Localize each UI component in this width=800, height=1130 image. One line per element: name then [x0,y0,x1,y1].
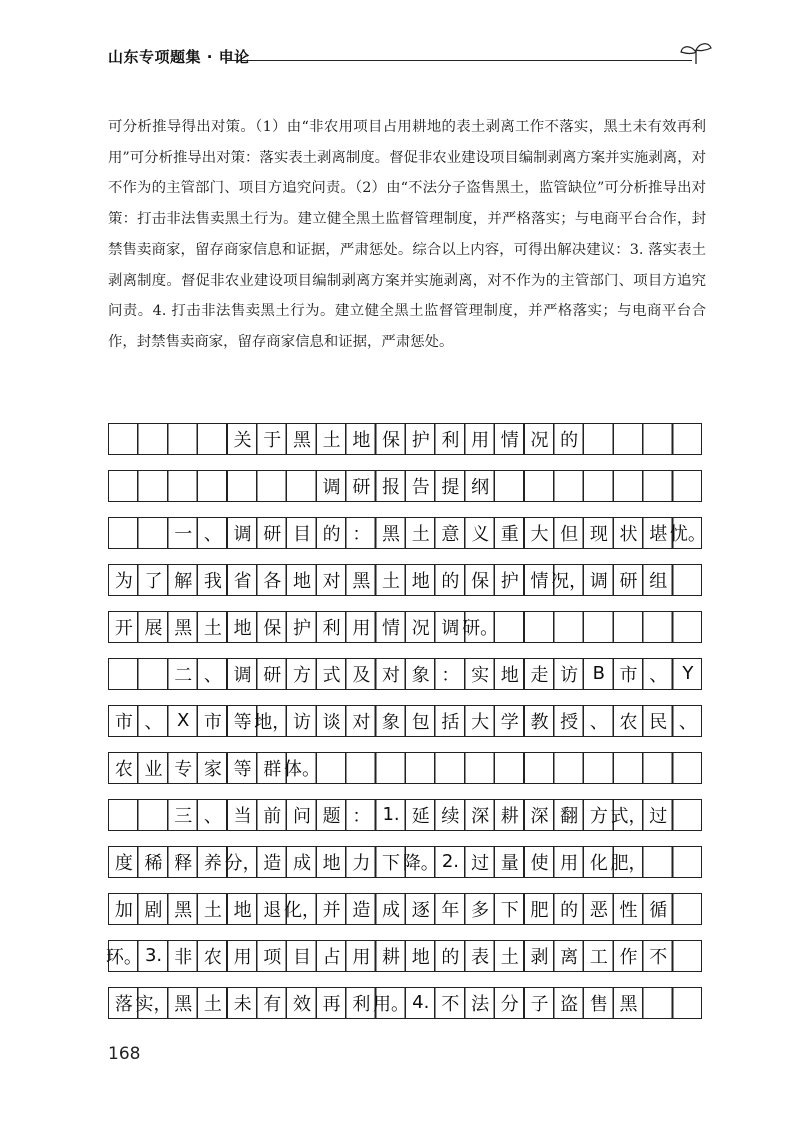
grid-cell [554,612,584,641]
grid-cell: 义 [471,523,490,545]
grid-cell: 成 [382,899,401,921]
grid-cell: 黑 [619,993,638,1015]
grid-cell [317,753,347,782]
grid-cell: 况 [530,429,549,451]
grid-cell: 访 [560,664,579,686]
grid-cell: 力 [352,852,371,874]
grid-cell: 再 [322,993,341,1015]
grid-cell: 使 [530,852,549,874]
grid-cell [673,988,703,1017]
grid-cell: 重 [500,523,519,545]
grid-cell: 作 [619,946,638,968]
grid-cell: 调 [589,570,608,592]
grid-cell: 专 [174,758,193,780]
grid-cell: 用。 [373,993,410,1015]
grid-cell: 并 [322,899,341,921]
grid-cell: 展 [144,617,163,639]
grid-cell [673,847,703,876]
grid-cell: 况， [551,570,588,592]
grid-cell: 业 [144,758,163,780]
grid-cell [139,471,169,500]
grid-cell: 不 [649,946,668,968]
grid-cell: 用 [352,946,371,968]
grid-cell: 民 [649,711,668,733]
grid-cell: 、 [649,664,668,686]
grid-cell [554,471,584,500]
grid-cell: 利 [352,993,371,1015]
grid-cell: 下 [500,899,519,921]
grid-cell: 保 [382,429,401,451]
grid-cell [525,612,555,641]
grid-cell: 学 [500,711,519,733]
grid-cell: 年 [441,899,460,921]
grid-cell [109,424,139,453]
grid-cell: 落 [114,993,133,1015]
grid-cell: 情 [530,570,549,592]
grid-cell: 黑 [174,617,193,639]
grid-cell: 关 [233,429,252,451]
grid-cell [673,800,703,829]
grid-cell [584,612,614,641]
grid-cell [198,471,228,500]
grid-cell: 的 [322,523,341,545]
page-number: 168 [108,1044,141,1064]
grid-cell: 2. [441,851,459,872]
grid-cell: 大 [530,523,549,545]
grid-cell: 等 [233,758,252,780]
grid-cell: 度 [114,852,133,874]
grid-cell: 剧 [144,899,163,921]
grid-cell [168,471,198,500]
grid-cell: 、 [144,711,163,733]
grid-cell: 目 [292,523,311,545]
grid-cell: 前 [263,805,282,827]
grid-row [108,470,702,502]
grid-cell [525,753,555,782]
grid-cell: 黑 [174,993,193,1015]
grid-cell: 了 [144,570,163,592]
grid-cell: 市 [114,711,133,733]
grid-cell: 土 [203,899,222,921]
grid-cell: 状 [619,523,638,545]
grid-cell: 各 [263,570,282,592]
grid-cell: 走 [530,664,549,686]
grid-cell: 的 [560,899,579,921]
grid-cell: 解 [174,570,193,592]
grid-cell: 利 [322,617,341,639]
grid-cell: 稀 [144,852,163,874]
grid-cell: 及 [352,664,371,686]
grid-cell: 加 [114,899,133,921]
grid-cell: 象 [411,664,430,686]
grid-cell: 但 [560,523,579,545]
grid-cell: 未 [233,993,252,1015]
grid-cell [614,612,644,641]
grid-cell: 释 [174,852,193,874]
grid-cell: 大 [471,711,490,733]
grid-cell: 不 [441,993,460,1015]
grid-cell [139,424,169,453]
grid-cell: 家 [203,758,222,780]
grid-cell: 目 [292,946,311,968]
grid-cell: 1. [382,804,400,825]
grid-cell: 式 [322,664,341,686]
grid-cell: 的 [441,946,460,968]
grid-cell: 组 [649,570,668,592]
grid-cell [643,471,673,500]
grid-cell: 有 [263,993,282,1015]
grid-cell: 为 [114,570,133,592]
grid-cell: 法 [471,993,490,1015]
grid-cell: 离 [560,946,579,968]
grid-cell: 延 [411,805,430,827]
header-rule [226,60,692,61]
grid-cell: 用 [560,852,579,874]
grid-cell: 护 [292,617,311,639]
grid-cell: 地 [233,617,252,639]
grid-cell: 退 [263,899,282,921]
grid-cell: 过 [649,805,668,827]
grid-cell: 土 [382,570,401,592]
grid-cell: 我 [203,570,222,592]
grid-cell: 售 [589,993,608,1015]
grid-cell: 市 [619,664,638,686]
grid-cell: 调 [441,617,460,639]
grid-cell [614,753,644,782]
grid-cell: 堪 [649,523,668,545]
grid-cell: 农 [114,758,133,780]
grid-cell [139,800,169,829]
grid-cell [257,471,287,500]
grid-cell [495,612,525,641]
grid-cell [614,424,644,453]
grid-cell [525,471,555,500]
grid-cell: 耕 [500,805,519,827]
grid-cell: 深 [471,805,490,827]
grid-cell: 4. [412,992,430,1013]
grid-cell [109,800,139,829]
grid-cell [376,753,406,782]
grid-cell: 地， [254,711,291,733]
grid-cell: 效 [292,993,311,1015]
grid-row [108,799,702,831]
grid-cell: 于 [263,429,282,451]
grid-cell: 地 [292,570,311,592]
grid-cell: 地 [411,570,430,592]
grid-row [108,846,702,878]
grid-cell: 表 [471,946,490,968]
grid-cell: 肥 [530,899,549,921]
grid-cell [673,941,703,970]
grid-cell: 研 [619,570,638,592]
grid-cell: 实 [471,664,490,686]
grid-cell: 忧。 [669,523,706,545]
grid-cell: 土 [411,523,430,545]
grid-row [105,940,702,972]
grid-cell: 造 [352,899,371,921]
grid-cell: 问 [292,805,311,827]
grid-row [108,705,702,737]
grid-cell: 化 [589,852,608,874]
grid-cell: 对 [322,570,341,592]
grid-row [108,517,706,549]
sprout-icon [678,40,714,66]
grid-cell [406,753,436,782]
grid-cell: 翻 [560,805,579,827]
grid-cell: 研 [352,476,371,498]
grid-cell: 对 [352,711,371,733]
grid-cell: 养 [203,852,222,874]
grid-cell: 占 [322,946,341,968]
grid-cell: 环。 [105,946,142,968]
grid-cell: 降。 [402,852,439,874]
grid-cell [495,753,525,782]
grid-cell: ： [441,664,460,686]
grid-cell [347,753,377,782]
grid-cell: 地 [352,429,371,451]
grid-cell: 况 [411,617,430,639]
grid-cell: 等 [233,711,252,733]
grid-cell: 实， [135,993,172,1015]
grid-cell: ： [352,805,371,827]
grid-cell: 量 [500,852,519,874]
grid-cell: B [592,663,606,684]
grid-cell: 保 [471,570,490,592]
grid-cell: 黑 [174,899,193,921]
grid-cell [584,424,614,453]
body-text [108,112,706,358]
grid-cell: 的 [560,429,579,451]
grid-row [108,658,702,690]
grid-cell [643,424,673,453]
grid-cell: 当 [233,805,252,827]
grid-cell: 一 [174,523,193,545]
grid-cell [109,471,139,500]
grid-cell: 意 [441,523,460,545]
grid-cell: 耕 [382,946,401,968]
grid-cell: 分 [500,993,519,1015]
grid-cell: 对 [382,664,401,686]
grid-cell: 研。 [462,617,499,639]
grid-cell: 下 [382,852,401,874]
grid-row [108,987,702,1019]
grid-cell: 黑 [292,429,311,451]
answer-grid [105,423,706,1034]
grid-cell: 子 [530,993,549,1015]
grid-cell [168,424,198,453]
grid-cell: 地 [233,899,252,921]
grid-cell: 多 [471,899,490,921]
grid-cell: 保 [263,617,282,639]
grid-cell [673,471,703,500]
grid-cell: 授 [560,711,579,733]
grid-cell: 工 [589,946,608,968]
grid-cell: X [177,710,190,731]
grid-cell: 用 [233,946,252,968]
grid-cell: 调 [322,476,341,498]
grid-cell [584,753,614,782]
grid-cell: 括 [441,711,460,733]
grid-cell: 体。 [283,758,320,780]
grid-cell [436,753,466,782]
grid-cell: 土 [500,946,519,968]
grid-cell: 三 [174,805,193,827]
grid-cell: 二 [174,664,193,686]
grid-cell [643,847,673,876]
grid-cell: 农 [619,711,638,733]
grid-cell [139,518,169,547]
grid-cell: 方 [589,805,608,827]
grid-cell: 造 [263,852,282,874]
grid-cell [109,518,139,547]
header-title: 山东专项题集 · 申论 [108,48,250,66]
grid-cell: 现 [589,523,608,545]
grid-cell: 黑 [382,523,401,545]
grid-cell: 土 [203,993,222,1015]
grid-cell: 农 [203,946,222,968]
body-paragraph: 可分析推导得出对策。（1）由“非农用项目占用耕地的表土剥离工作不落实，黑土未有效再利用”可分析推导出对策：落实表土剥离制度。督促非农业建设项目编制剥离方案并实施剥离，对不作为的主管部门、项目方追究问责。（2）由“不法分子盗售黑土，监管缺位”可分析推导出对策：打击非法售卖黑土行为。建立健全黑土监督管理制度，并严格落实；与电商平台合作，封禁售卖商家，留存商家信息和证据，严肃惩处。综合以上内容，可得出解决建议：3. 落实表土剥离制度。督促非农业建设项目编制剥离方案并实施剥离，对不作为的主管部门、项目方追究问责。4. 打击非法售卖黑土行为。建立健全黑土监督管理制度，并严格落实；与电商平台合作，封禁售卖商家，留存商家信息和证据，严肃惩处。 [108,119,706,350]
grid-cell: 护 [411,429,430,451]
grid-cell: 情 [500,429,519,451]
grid-cell [673,565,703,594]
grid-cell: 式， [610,805,647,827]
grid-cell: 象 [382,711,401,733]
grid-cell: 过 [471,852,490,874]
grid-cell [673,612,703,641]
grid-cell: 研 [263,523,282,545]
grid-cell: 的 [441,570,460,592]
grid-cell: 剥 [530,946,549,968]
grid-cell [673,424,703,453]
grid-cell: 地 [411,946,430,968]
grid-cell: 情 [382,617,401,639]
grid-cell [643,753,673,782]
grid-cell: 肥， [610,852,647,874]
grid-cell: 访 [292,711,311,733]
grid-cell [228,471,258,500]
grid-cell: 市 [203,711,222,733]
grid-cell: 逐 [411,899,430,921]
grid-cell: 项 [263,946,282,968]
grid-cell [673,753,703,782]
grid-cell: 用 [352,617,371,639]
grid-cell: 分， [224,852,261,874]
grid-cell: 土 [322,429,341,451]
grid-cell [673,894,703,923]
grid-cell: 非 [174,946,193,968]
grid-cell: 报 [382,476,401,498]
grid-row [108,893,702,925]
grid-cell: 方 [292,664,311,686]
grid-cell [643,612,673,641]
grid-cell: 护 [500,570,519,592]
grid-cell: 研 [263,664,282,686]
grid-cell: 群 [263,758,282,780]
grid-row [108,564,702,596]
grid-cell: 地 [500,664,519,686]
grid-cell: 调 [233,664,252,686]
grid-cell [287,471,317,500]
grid-cell: 深 [530,805,549,827]
grid-cell: Y [682,663,694,684]
grid-cell: 土 [203,617,222,639]
grid-cell: 、 [678,711,697,733]
grid-cell: 教 [530,711,549,733]
grid-cell: 纲 [471,476,490,498]
grid-cell: 盗 [560,993,579,1015]
grid-cell: 续 [441,805,460,827]
grid-cell: 成 [292,852,311,874]
grid-cell: 谈 [322,711,341,733]
grid-cell: 、 [203,805,222,827]
grid-cell: 黑 [352,570,371,592]
grid-cell [495,471,525,500]
grid-cell [198,424,228,453]
grid-cell [643,988,673,1017]
grid-cell [139,659,169,688]
grid-cell: 恶 [589,899,608,921]
grid-row [108,752,702,784]
grid-row [108,423,702,455]
grid-cell: 3. [144,945,163,966]
grid-cell: 提 [441,476,460,498]
grid-cell: 用 [471,429,490,451]
grid-cell: 调 [233,523,252,545]
grid-cell [614,471,644,500]
grid-cell [554,753,584,782]
grid-cell: 性 [619,899,638,921]
grid-cell: 题 [322,805,341,827]
grid-cell: 化， [283,899,320,921]
grid-cell: 地 [322,852,341,874]
grid-cell: 、 [589,711,608,733]
grid-cell: ： [352,523,371,545]
grid-cell: 包 [411,711,430,733]
grid-cell [584,471,614,500]
grid-cell [465,753,495,782]
grid-cell: 循 [649,899,668,921]
grid-cell: 省 [233,570,252,592]
grid-cell: 利 [441,429,460,451]
grid-cell: 、 [203,664,222,686]
grid-cell: 开 [114,617,133,639]
grid-cell: 、 [203,523,222,545]
grid-cell: 告 [411,476,430,498]
page-header [108,46,714,82]
grid-row [108,611,702,643]
grid-cell [109,659,139,688]
